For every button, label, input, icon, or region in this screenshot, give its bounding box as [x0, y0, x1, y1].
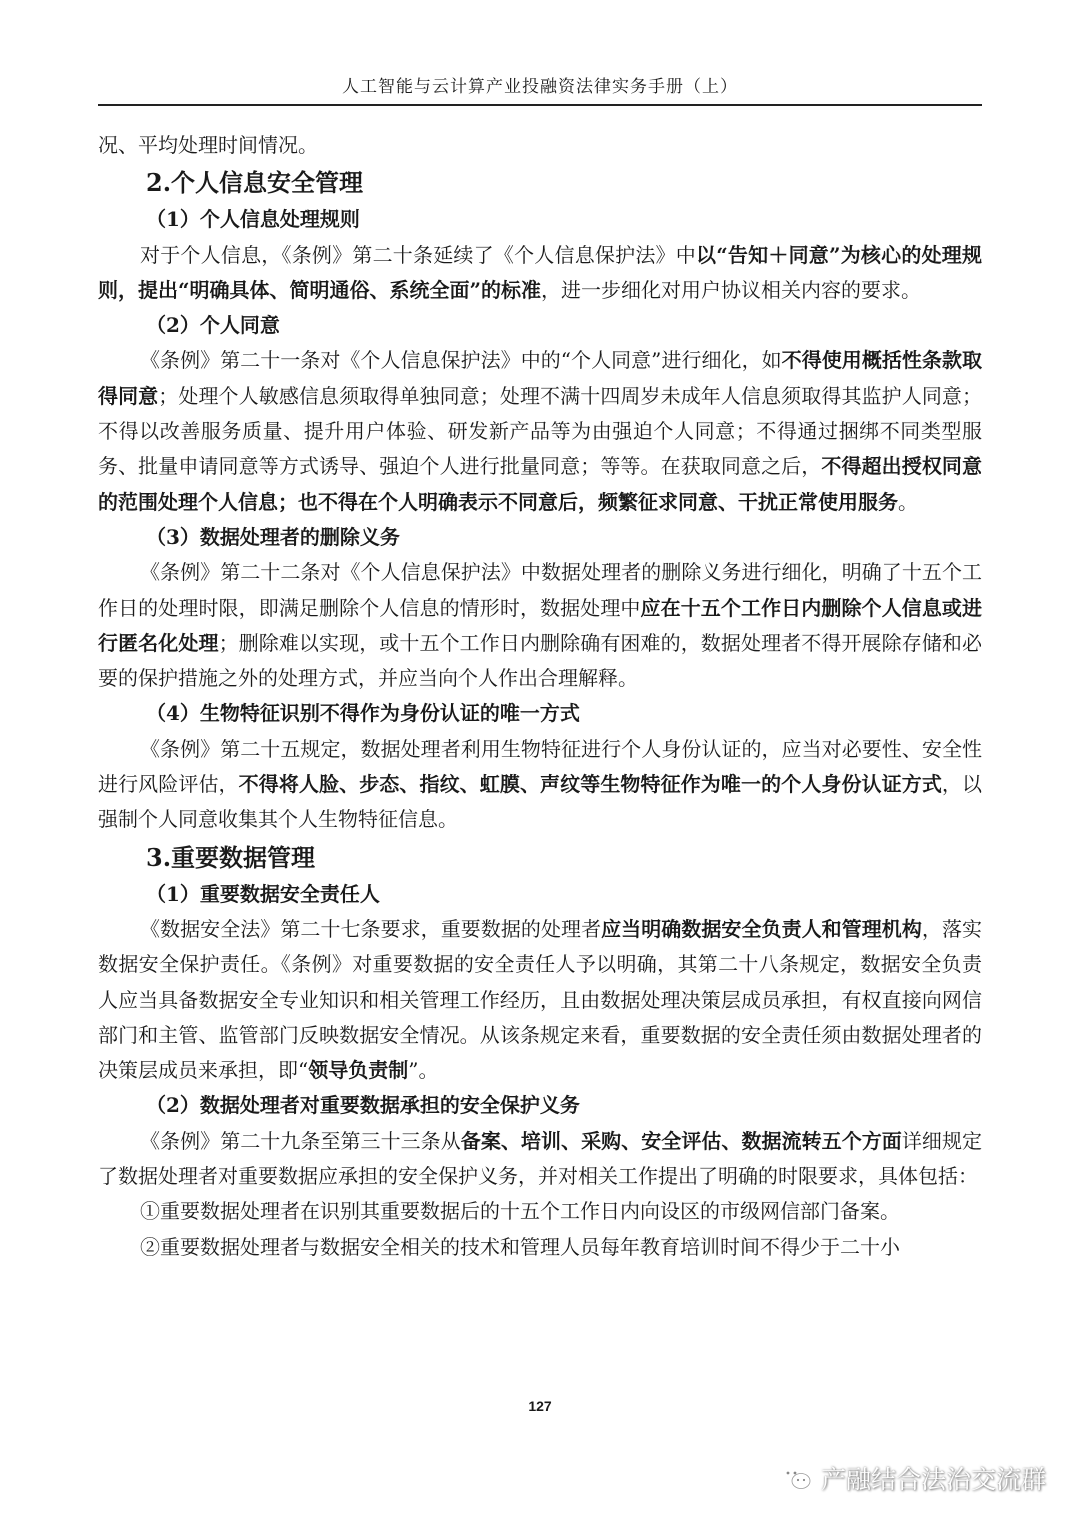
- text-run: 《条例》第二十一条对《个人信息保护法》中的“个人同意”进行细化，如: [140, 348, 782, 373]
- subsection-heading: （3）数据处理者的删除义务: [146, 524, 400, 549]
- header-title: 人工智能与云计算产业投融资法律实务手册（上）: [342, 77, 738, 97]
- emphasis-text: 不得将人脸、步态、指纹、虹膜、声纹等生物特征作为唯一的个人身份认证方式: [238, 772, 942, 797]
- subsection-heading: （4）生物特征识别不得作为身份认证的唯一方式: [146, 701, 580, 726]
- text-run: 《条例》第二十九条至第三十三条从: [140, 1128, 461, 1153]
- text-run: ，以强制个人同意收集其个人生物特征信息。: [98, 772, 983, 832]
- subsection-heading: （2）个人同意: [146, 313, 280, 338]
- text-run: 详细规定了数据处理者对重要数据应承担的安全保护义务，并对相关工作提出了明确的时限要求，具体包括：: [98, 1128, 983, 1189]
- section-heading: 3.重要数据管理: [146, 842, 316, 872]
- paragraph: [98, 128, 982, 163]
- paragraph: [98, 1124, 982, 1195]
- paragraph: [98, 732, 982, 838]
- text-run: ②重要数据处理者与数据安全相关的技术和管理人员每年教育培训时间不得少于二十小: [140, 1234, 900, 1259]
- section-heading: 2.个人信息安全管理: [146, 168, 364, 198]
- paragraph: [98, 1194, 982, 1229]
- text-run: 。: [898, 489, 918, 514]
- text-run: ①重要数据处理者在识别其重要数据后的十五个工作日内向设区的市级网信部门备案。: [140, 1199, 900, 1224]
- subsection-heading: （2）数据处理者对重要数据承担的安全保护义务: [146, 1093, 580, 1118]
- emphasis-text: 备案、培训、采购、安全评估、数据流转五个方面: [460, 1128, 902, 1153]
- text-run: 况、平均处理时间情况。: [98, 133, 318, 157]
- paragraph: [98, 555, 982, 696]
- text-run: ”。: [408, 1058, 439, 1083]
- emphasis-text: 领导负责制: [308, 1058, 409, 1083]
- paragraph: [98, 238, 982, 309]
- emphasis-text: 不得超出授权同意的范围处理个人信息；也不得在个人明确表示不同意后，频繁征求同意、干扰正常使用服务: [98, 454, 983, 514]
- emphasis-text: 应当明确数据安全负责人和管理机构: [601, 916, 922, 941]
- paragraph: [98, 343, 982, 519]
- wechat-icon: [779, 1463, 813, 1493]
- emphasis-text: 不得使用概括性条款取得同意: [98, 348, 983, 408]
- text-run: ；处理个人敏感信息须取得单独同意；处理不满十四周岁未成年人信息须取得其监护人同意；不得以改善服务质量、提升用户体验、研发新产品等为由强迫个人同意；不得通过捆绑不同类型服务、批量申请同意等方式诱导、强迫个人进行批量同意；等等。在获取同意之后，: [98, 383, 983, 479]
- text-run: 《条例》第二十二条对《个人信息保护法》中数据处理者的删除义务进行细化，明确了十五个工作日的处理时限，即满足删除个人信息的情形时，数据处理中: [98, 560, 982, 620]
- text-run: ，落实数据安全保护责任。《条例》对重要数据的安全责任人予以明确，其第二十八条规定，数据安全负责人应当具备数据安全专业知识和相关管理工作经历，且由数据处理决策层成员承担，有权直接向网信部门和主管、监管部门反映数据安全情况。从该条规定来看，重要数据的安全责任须由数据处理者的决策层成员来承担，即“: [98, 916, 983, 1083]
- emphasis-text: 以“告知＋同意”为核心的处理规则，提出“明确具体、简明通俗、系统全面”的标准: [98, 242, 983, 302]
- text-run: 对于个人信息，《条例》第二十条延续了《个人信息保护法》中: [140, 242, 696, 267]
- text-run: ，进一步细化对用户协议相关内容的要求。: [541, 277, 922, 302]
- subsection-heading: （1）重要数据安全责任人: [146, 881, 380, 906]
- watermark-text: 产融结合法治交流群: [820, 1465, 1046, 1494]
- subsection-heading: （1）个人信息处理规则: [146, 207, 360, 232]
- text-run: 《数据安全法》第二十七条要求，重要数据的处理者: [140, 916, 602, 941]
- running-header: [98, 72, 982, 106]
- document-body: [98, 128, 982, 1265]
- emphasis-text: 应在十五个工作日内删除个人信息或进行匿名化处理: [98, 595, 983, 655]
- page-number: 127: [528, 1398, 552, 1414]
- paragraph: [98, 1230, 982, 1265]
- paragraph: [98, 912, 982, 1088]
- watermark: [779, 1460, 1046, 1496]
- text-run: 《条例》第二十五规定，数据处理者利用生物特征进行个人身份认证的，应当对必要性、安全性进行风险评估，: [98, 736, 982, 797]
- text-run: ；删除难以实现，或十五个工作日内删除确有困难的，数据处理者不得开展除存储和必要的保护措施之外的处理方式，并应当向个人作出合理解释。: [98, 630, 983, 691]
